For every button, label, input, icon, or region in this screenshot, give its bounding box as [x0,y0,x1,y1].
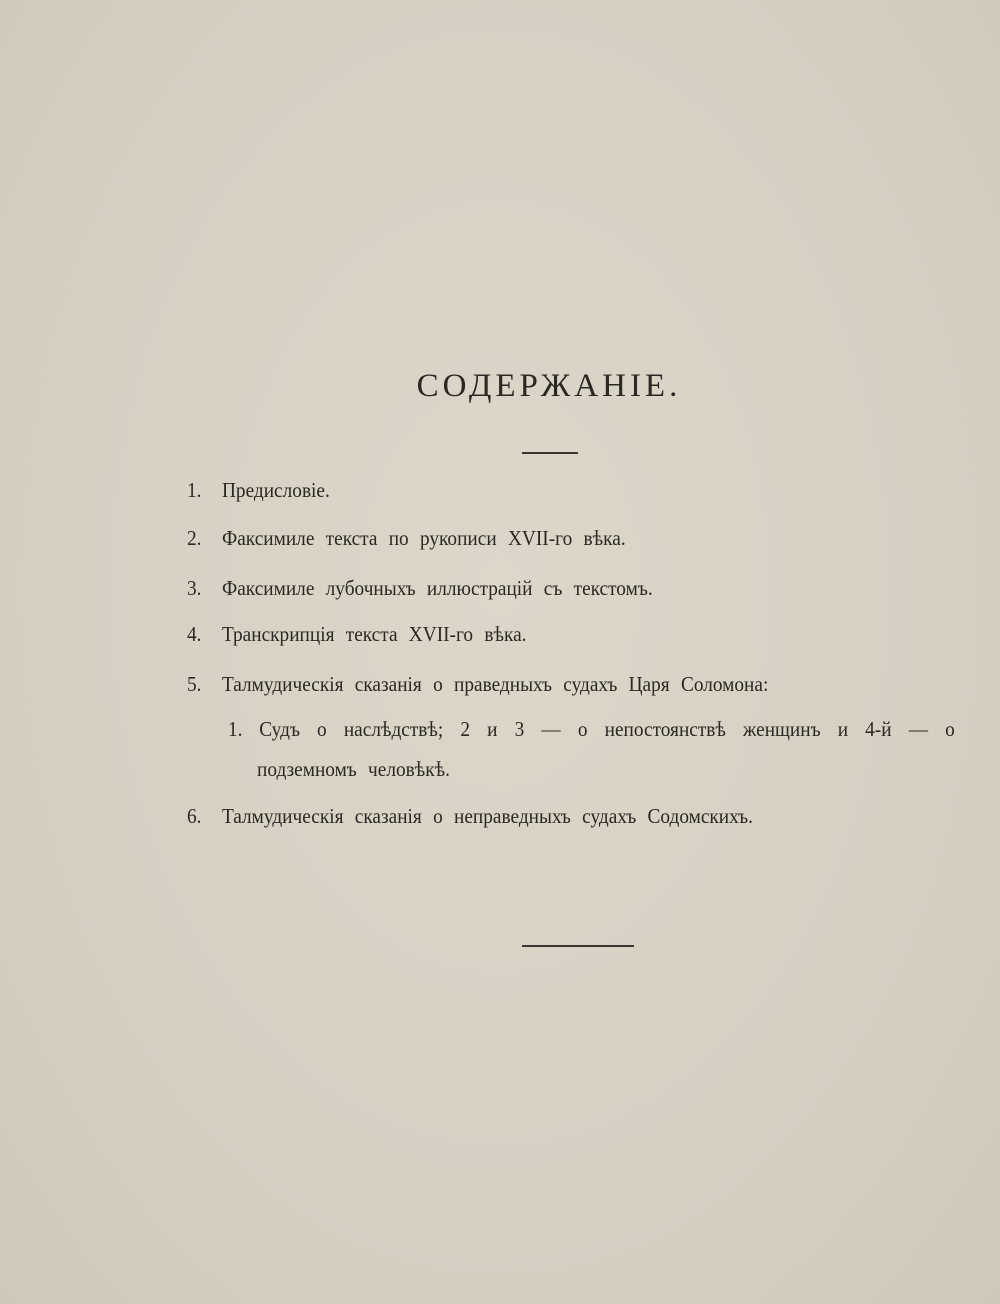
toc-subitem-1 [228,717,955,742]
toc-item-number: 6. [187,804,202,828]
toc-item-number: 3. [187,576,202,600]
toc-item-text: Факсимиле текста по рукописи XVII-го вѣка. [221,526,626,550]
divider-bottom [522,945,634,947]
toc-item-2 [187,526,626,551]
toc-item-number: 2. [187,526,202,550]
toc-item-number: 1. [187,478,202,502]
toc-item-text: Талмудическія сказанія о праведныхъ судахъ Царя Соломона: [221,672,769,696]
toc-item-4 [187,622,526,647]
toc-item-text: Талмудическія сказанія о неправедныхъ судахъ Содомскихъ. [221,804,753,828]
toc-item-3 [187,576,653,601]
toc-subitem-text: Судъ о наслѣдствѣ; 2 и 3 — о непостоянствѣ женщинъ и 4-й — о [259,717,955,741]
toc-item-number: 5. [187,672,202,696]
toc-subitem-number: 1. [228,717,243,741]
toc-subitem-continuation: подземномъ человѣкѣ. [257,757,450,781]
divider-top [522,452,578,454]
toc-item-text: Предисловіе. [221,478,330,502]
page-title: СОДЕРЖАНІЕ. [416,368,682,404]
toc-item-5 [187,672,768,697]
toc-item-text: Факсимиле лубочныхъ иллюстрацій съ текстомъ. [221,576,653,600]
toc-item-1 [187,478,330,503]
toc-item-text: Транскрипція текста XVII-го вѣка. [221,622,527,646]
toc-item-number: 4. [187,622,202,646]
toc-item-6 [187,804,753,829]
